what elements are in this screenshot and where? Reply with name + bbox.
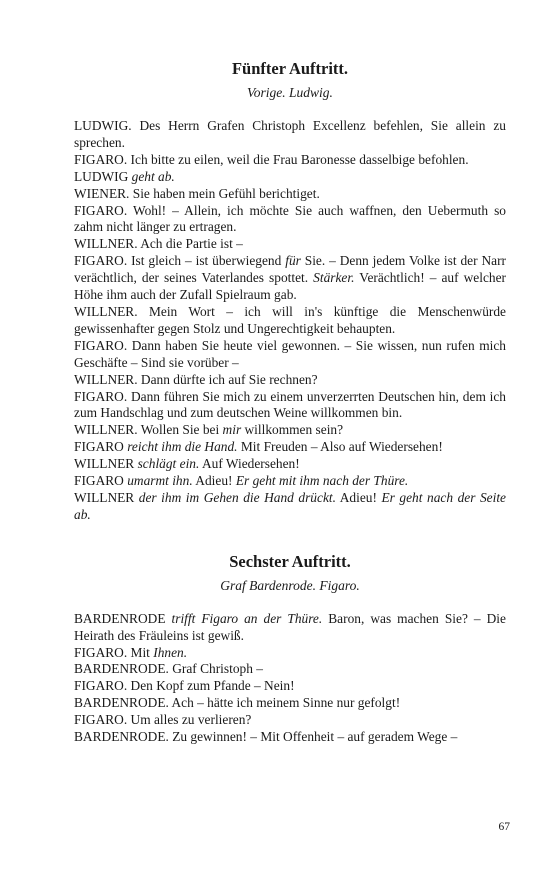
scene-title: Fünfter Auftritt. [231, 59, 349, 78]
dialogue-line [74, 236, 506, 253]
dialogue-line [74, 338, 506, 372]
line-text: willkommen sein? [241, 422, 344, 438]
line-text: Sie. – Denn jedem Volke ist der Narr verächtlich, der seines Vaterlandes spottet. [74, 253, 506, 286]
stage-direction: Er geht nach der Seite ab. [74, 489, 506, 522]
dialogue-line [74, 439, 506, 456]
dialogue-line [74, 203, 506, 237]
line-text: WIENER. Sie haben mein Gefühl berichtiget. [74, 185, 320, 201]
page-content [74, 58, 506, 746]
line-text: FIGARO. Wohl! – Allein, ich möchte Sie auch waffnen, den Uebermuth so zahm nicht länger zu ertragen. [74, 202, 506, 235]
line-text: BARDENRODE. Graf Christoph – [74, 661, 263, 677]
scene-title: Sechster Auftritt. [229, 551, 351, 571]
stage-direction: für [285, 253, 301, 269]
line-text: Verächtlich! – auf welcher Höhe ihm auch der Zufall Spielraum gab. [74, 270, 506, 303]
dialogue-line [74, 695, 506, 712]
stage-direction: Ihnen. [153, 644, 188, 660]
line-text: Auf Wiedersehen! [199, 456, 300, 472]
dialogue-line [74, 661, 506, 678]
dialogue-line [74, 152, 506, 169]
scene-cast: Vorige. Ludwig. [247, 85, 333, 100]
stage-direction: der ihm im Gehen die Hand drückt. [138, 489, 336, 505]
stage-direction: Stärker. [313, 270, 355, 286]
scene-5 [74, 58, 506, 524]
dialogue-line [74, 186, 506, 203]
scene-cast: Graf Bardenrode. Figaro. [220, 577, 360, 593]
stage-direction: umarmt ihn. [127, 473, 193, 489]
dialogue-line [74, 372, 506, 389]
line-text: FIGARO. Dann führen Sie mich zu einem unverzerrten Deutschen hin, dem ich zum Handschlag und zum deutschen Weine willkommen bin. [74, 388, 506, 421]
page-number: 67 [498, 821, 510, 833]
line-text: FIGARO. Dann haben Sie heute viel gewonnen. – Sie wissen, nun rufen mich Geschäfte – Sind sie vorüber – [74, 337, 506, 370]
dialogue-line [74, 678, 506, 695]
line-text: Adieu! [335, 489, 382, 505]
dialogue-line [74, 169, 506, 186]
stage-direction: reicht ihm die Hand. [127, 439, 238, 455]
dialogue-line [74, 422, 506, 439]
dialogue-line [74, 729, 506, 746]
line-text: Mit Freuden – Also auf Wiedersehen! [237, 439, 443, 455]
dialogue-line [74, 456, 506, 473]
line-text: Baron, was machen Sie? – Die Heirath des Fräuleins ist gewiß. [74, 610, 506, 643]
line-text: WILLNER. Ach die Partie ist – [74, 236, 243, 252]
line-text: FIGARO. Den Kopf zum Pfande – Nein! [74, 678, 295, 694]
dialogue-line [74, 490, 506, 524]
dialogue-line [74, 473, 506, 490]
line-text: WILLNER. Dann dürfte ich auf Sie rechnen? [74, 371, 318, 387]
line-text: WILLNER. Wollen Sie bei [74, 422, 223, 438]
scene-6 [74, 551, 506, 746]
line-text: WILLNER. Mein Wort – ich will in's künftige die Menschenwürde gewissenhafter gegen Stolz und Ungerechtigkeit behaupten. [74, 303, 506, 336]
dialogue-line [74, 118, 506, 152]
line-text: FIGARO [74, 473, 128, 489]
line-text: BARDENRODE [74, 610, 172, 626]
stage-direction: Er geht mit ihm nach der Thüre. [235, 473, 409, 489]
line-text: FIGARO. Ist gleich – ist überwiegend [74, 253, 286, 269]
line-text: FIGARO [74, 439, 128, 455]
line-text: FIGARO. Mit [74, 644, 154, 660]
line-text: LUDWIG [74, 168, 132, 184]
dialogue-line [74, 712, 506, 729]
dialogue-line [74, 645, 506, 662]
dialogue-line [74, 304, 506, 338]
line-text: BARDENRODE. Ach – hätte ich meinem Sinne nur gefolgt! [74, 695, 401, 711]
dialogue-line [74, 611, 506, 645]
stage-direction: mir [222, 422, 242, 438]
dialogue [74, 118, 506, 524]
line-text: BARDENRODE. Zu gewinnen! – Mit Offenheit – auf geradem Wege – [74, 729, 458, 745]
line-text: LUDWIG. Des Herrn Grafen Christoph Excellenz befehlen, Sie allein zu sprechen. [74, 118, 506, 150]
dialogue [74, 611, 506, 746]
stage-direction: geht ab. [131, 168, 175, 184]
line-text: WILLNER [74, 489, 139, 505]
stage-direction: trifft Figaro an der Thüre. [171, 610, 323, 626]
line-text: FIGARO. Ich bitte zu eilen, weil die Frau Baronesse dasselbige befohlen. [74, 151, 469, 167]
dialogue-line [74, 389, 506, 423]
section-gap [74, 524, 506, 551]
dialogue-line [74, 253, 506, 304]
line-text: Adieu! [192, 473, 236, 489]
line-text: FIGARO. Um alles zu verlieren? [74, 712, 252, 728]
stage-direction: schlägt ein. [137, 456, 200, 472]
line-text: WILLNER [74, 456, 138, 472]
